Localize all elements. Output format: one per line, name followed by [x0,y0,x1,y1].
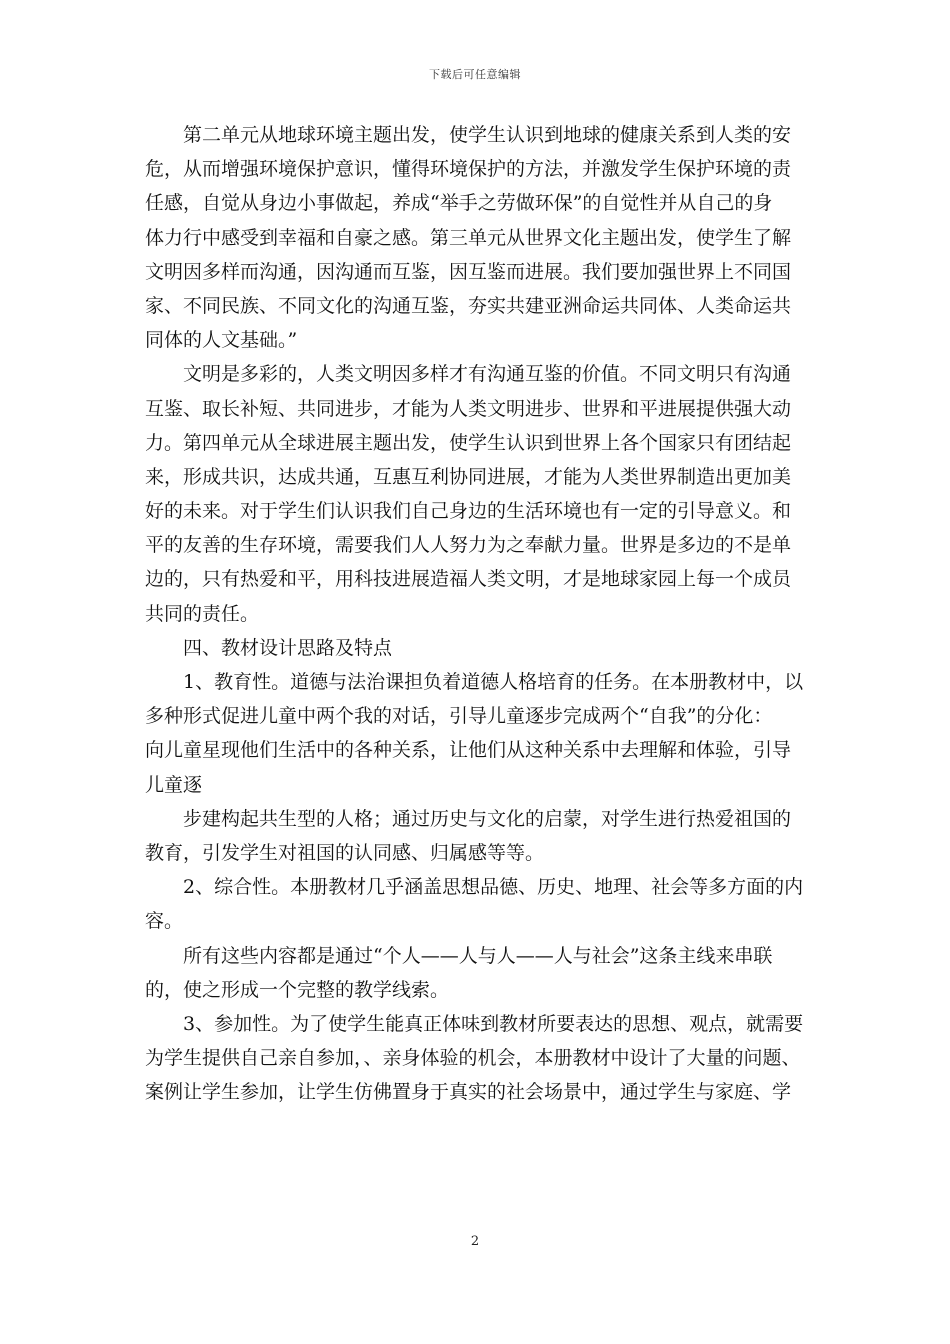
text-line: 教育，引发学生对祖国的认同感、归属感等等。 [145,841,545,864]
text-line: 互鉴、取长补短、共同进步，才能为人类文明进步、世界和平进展提供强大动 [145,397,792,420]
text-line: 家、不同民族、不同文化的沟通互鉴，夯实共建亚洲命运共同体、人类命运共 [145,294,792,317]
text-line: 文明因多样而沟通，因沟通而互鉴，因互鉴而进展。我们要加强世界上不同国 [145,260,792,283]
text-line: 来，形成共识，达成共通，互惠互利协同进展，才能为人类世界制造出更加美 [145,465,792,488]
text-line: 3、参加性。为了使学生能真正体味到教材所要表达的思想、观点，就需要 [183,1012,804,1035]
text-line: 同体的人文基础。” [145,329,298,352]
text-line: 所有这些内容都是通过“个人——人与人——人与社会”这条主线来串联 [183,944,773,967]
text-line: 任感，自觉从身边小事做起，养成“举手之劳做环保”的自觉性并从自己的身 [145,192,773,215]
text-line: 好的未来。对于学生们认识我们自己身边的生活环境也有一定的引导意义。和 [145,500,792,523]
text-line: 第二单元从地球环境主题出发，使学生认识到地球的健康关系到人类的安 [183,124,792,146]
text-line: 1、教育性。道德与法治课担负着道德人格培育的任务。在本册教材中，以 [183,671,804,693]
text-line: 共同的责任。 [145,602,260,625]
text-line: 四、教材设计思路及特点 [183,636,393,659]
text-line: 步建构起共生型的人格；通过历史与文化的启蒙，对学生进行热爱祖国的 [183,807,792,830]
text-line: 案例让学生参加，让学生仿佛置身于真实的社会场景中，通过学生与家庭、学 [145,1081,792,1104]
page-number: 2 [470,1234,480,1249]
text-line: 2、综合性。本册教材几乎涵盖思想品德、历史、地理、社会等多方面的内 [183,876,804,899]
text-line: 文明是多彩的，人类文明因多样才有沟通互鉴的价值。不同文明只有沟通 [183,363,792,386]
text-line: 容。 [145,910,184,933]
text-line: 的，使之形成一个完整的教学线索。 [145,978,450,1001]
text-line: 体力行中感受到幸福和自豪之感。第三单元从世界文化主题出发，使学生了解 [145,226,792,249]
text-line: 平的友善的生存环境，需要我们人人努力为之奉献力量。世界是多边的不是单 [145,534,792,557]
document-body [145,118,813,1109]
text-line: 为学生提供自己亲自参加，、亲身体验的机会，本册教材中设计了大量的问题、 [145,1047,801,1070]
text-line: 力。第四单元从全球进展主题出发，使学生认识到世界上各个国家只有团结起 [145,431,792,454]
text-line: 多种形式促进儿童中两个我的对话，引导儿童逐步完成两个“自我”的分化： [145,705,773,728]
text-line: 向儿童星现他们生活中的各种关系，让他们从这种关系中去理解和体验，引导 [145,739,792,762]
page-header: 下载后可任意编辑 [429,68,521,81]
text-line: 危，从而增强环境保护意识，懂得环境保护的方法，并激发学生保护环境的责 [145,158,792,181]
text-line: 边的，只有热爱和平，用科技进展造福人类文明，才是地球家园上每一个成员 [145,568,792,591]
text-line: 儿童逐 [145,773,203,796]
